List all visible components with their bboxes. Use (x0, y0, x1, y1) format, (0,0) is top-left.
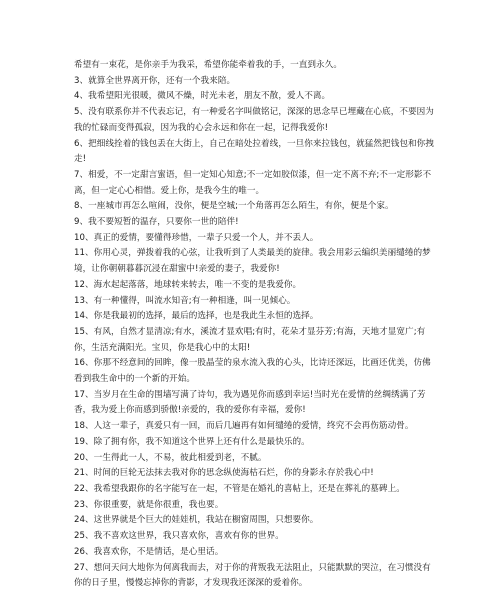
text-line: 18、人这一辈子，真爱只有一回，而后几遍再有如何缱绻的爱情，终究不会再伤筋动骨。 (74, 421, 414, 432)
text-line: 9、我不要短暂的温存，只要你一世的陪伴! (74, 217, 239, 228)
text-line: 11、你用心灵，弹拨着我的心弦，让我听到了人类最美的旋律。我会用彩云编织美丽缱绻的梦境，让你朝朝暮暮沉浸在甜蜜中!亲爱的妻子，我爱你! (74, 248, 431, 275)
text-line: 20、一生得此一人，不易，彼此相爱到老，不腻。 (74, 452, 267, 463)
text-line: 16、你那不经意间的回眸，像一股晶莹的泉水流入我的心头，比诗还深远，比画还优美，仿佛看到我生命中的一个新的开始。 (74, 358, 431, 385)
text-line: 4、我希望阳光很暖，微风不燥，时光未老，朋友不散，爱人不离。 (74, 91, 331, 102)
text-line: 19、除了拥有你，我不知道这个世界上还有什么是最快乐的。 (74, 436, 310, 447)
text-line: 21、时间的巨轮无法抹去我对你的思念纵使海枯石烂，你的身影永存於我心中! (74, 468, 374, 479)
text-line: 3、就算全世界离开你，还有一个我来陪。 (74, 75, 236, 86)
text-line: 10、真正的爱情，要懂得珍惜，一辈子只爱一个人，并不丢人。 (74, 232, 319, 243)
text-line: 23、你很重要，就是你很重，我也要。 (74, 499, 224, 510)
text-line: 希望有一束花，是你亲手为我采，希望你能牵着我的手，一直到永久。 (74, 60, 342, 70)
text-line: 17、当岁月在生命的围墙写满了诗句，我为遇见你而感到幸运!当时光在爱情的丝绸绣满了芳香，我为爱上你而感到骄傲!亲爱的，我的爱你有幸福，爱你! (74, 389, 426, 416)
text-line: 8、一座城市再怎么喧闹，没你，便是空城;一个角落再怎么陌生，有你，便是个家。 (74, 201, 394, 212)
text-line: 24、这世界就是个巨大的娃娃机，我站在橱窗周围，只想要你。 (74, 515, 319, 526)
text-line: 22、我希望我跟你的名字能写在一起，不管是在婚礼的喜帖上，还是在葬礼的墓碑上。 (74, 483, 405, 494)
text-line: 15、有风，自然才显清凉;有水，溪流才显欢唱;有时，花朵才显芬芳;有海，天地才显宽广;有你，生活充满阳光。宝贝，你是我心中的太阳! (74, 326, 426, 353)
text-line: 7、相爱，不一定甜言蜜语，但一定知心知意;不一定如胶似漆，但一定不离不弃;不一定形影不离，但一定心心相惜。爱上你，是我今生的唯一。 (74, 169, 432, 196)
text-line: 5、没有联系你并不代表忘记，有一种爱名字叫做铭记，深深的思念早已埋藏在心底，不要因为我的忙碌而变得孤寂，因为我的心会永远和你在一起，记得我爱你! (74, 107, 434, 133)
text-line: 12、海水起起落落，地球转来转去，唯一不变的是我爱你。 (74, 279, 302, 290)
document-body (74, 58, 434, 592)
text-line: 14、你是我最初的选择，最后的选择，也是我此生永恒的选择。 (74, 311, 319, 322)
text-line: 13、有一种懂得，叫流水知音;有一种相逢，叫一见倾心。 (74, 295, 296, 306)
text-line: 25、我不喜欢这世界，我只喜欢你，喜欢有你的世界。 (74, 531, 284, 542)
text-line: 26、我喜欢你，不是情话，是心里话。 (74, 546, 224, 557)
text-line: 27、想问天问大地你为何离我而去，对于你的背叛我无法阻止，只能默默的哭泣，在习惯没有你的日子里，慢慢忘掉你的背影，才发现我还深深的爱着你。 (74, 562, 431, 589)
text-line: 6、把细线拴着的钱包丢在大街上，自己在暗处拉着线，一旦你来拉钱包，就猛然把钱包和你拽走! (74, 138, 434, 165)
